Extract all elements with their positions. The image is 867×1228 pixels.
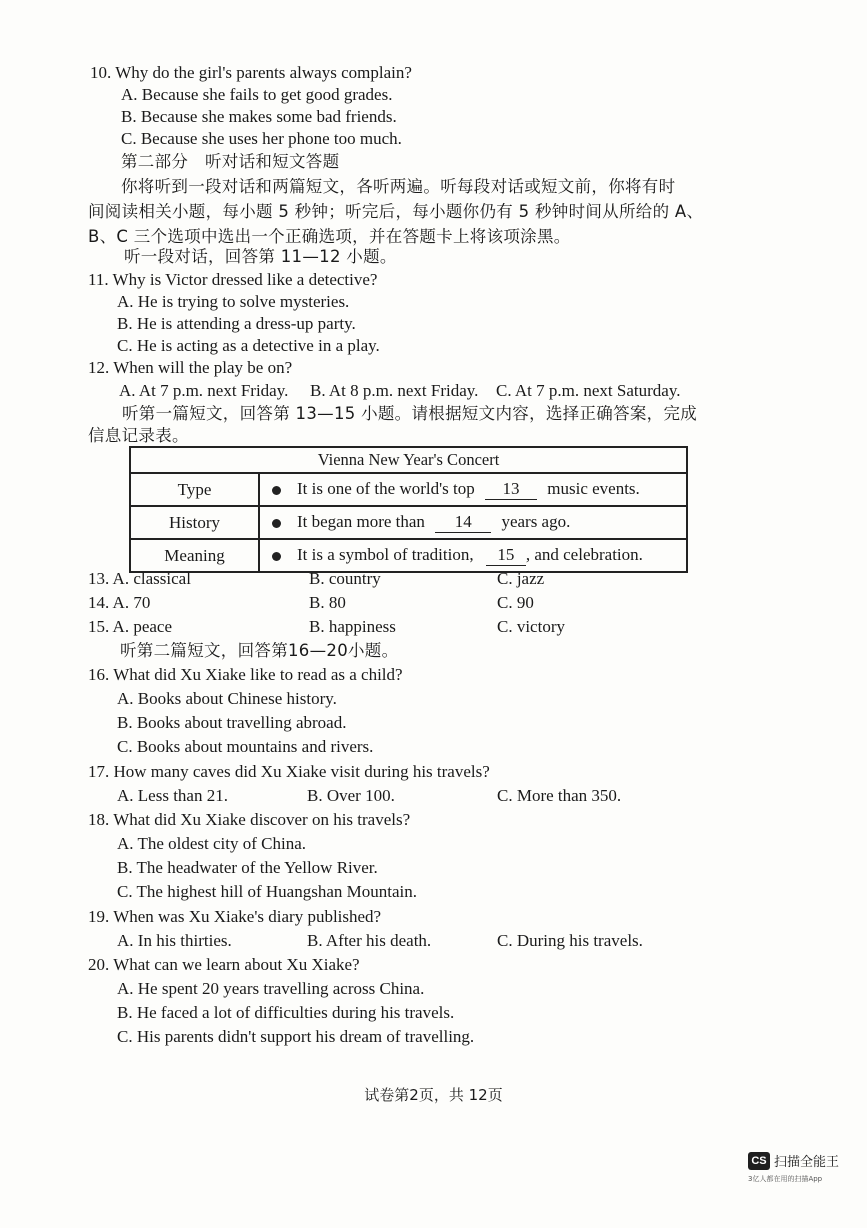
camscanner-logo-icon: CS [748,1152,770,1170]
q16-option-c: C. Books about mountains and rivers. [117,737,374,756]
q18-option-b: B. The headwater of the Yellow River. [117,858,378,877]
bullet-icon [272,552,281,561]
q19-option-c: C. During his travels. [497,931,643,950]
q13-option-c: C. jazz [497,569,545,588]
q16-stem: 16. What did Xu Xiake like to read as a child? [88,665,403,684]
answer-blank-13: 13 [485,479,537,500]
q11-stem: 11. Why is Victor dressed like a detective? [88,270,378,289]
q20-stem: 20. What can we learn about Xu Xiake? [88,955,360,974]
bullet-icon [272,486,281,495]
q10-option-a: A. Because she fails to get good grades. [121,85,393,104]
q16-option-b: B. Books about travelling abroad. [117,713,347,732]
bullet-icon [272,519,281,528]
q17-option-b: B. Over 100. [307,786,395,805]
table-row-meaning: Meaning It is a symbol of tradition, 15 , and celebration. [130,539,687,572]
row-label: History [130,506,259,539]
q17-option-c: C. More than 350. [497,786,622,805]
q14-option-a: 14. A. 70 [88,593,151,612]
part2-instruction-line2: 间阅读相关小题，每小题 5 秒钟；听完后，每小题你仍有 5 秒钟时间从所给的 A、 [88,202,704,221]
q12-option-c: C. At 7 p.m. next Saturday. [496,381,681,400]
q15-option-a: 15. A. peace [88,617,173,636]
table-row-history: History It began more than 14 years ago. [130,506,687,539]
row-label: Meaning [130,539,259,572]
q14-option-b: B. 80 [309,593,346,612]
passage2-intro: 听第二篇短文，回答第16—20小题。 [120,641,399,660]
passage1-intro-line2: 信息记录表。 [88,426,189,445]
answer-blank-15: 15 [486,545,526,566]
watermark-app-name: 扫描全能王 [774,1155,840,1170]
answer-blank-14: 14 [435,512,491,533]
q10-option-c: C. Because she uses her phone too much. [121,129,402,148]
q11-option-a: A. He is trying to solve mysteries. [117,292,350,311]
q15-option-b: B. happiness [309,617,396,636]
q13-option-a: 13. A. classical [88,569,191,588]
part2-instruction-line3: B、C 三个选项中选出一个正确选项，并在答题卡上将该项涂黑。 [88,227,571,246]
q19-option-b: B. After his death. [307,931,432,950]
concert-info-table [129,446,688,573]
q20-option-a: A. He spent 20 years travelling across China. [117,979,425,998]
passage1-intro-line1: 听第一篇短文，回答第 13—15 小题。请根据短文内容，选择正确答案，完成 [122,404,698,423]
q12-option-b: B. At 8 p.m. next Friday. [310,381,479,400]
scanner-watermark [748,1151,858,1184]
dialogue-intro: 听一段对话，回答第 11—12 小题。 [124,247,397,266]
part2-instruction-line1: 你将听到一段对话和两篇短文，各听两遍。听每段对话或短文前，你将有时 [121,177,676,196]
q19-option-a: A. In his thirties. [117,931,232,950]
watermark-tagline: 3亿人都在用的扫描App [748,1175,823,1183]
table-title: Vienna New Year's Concert [130,447,687,473]
q10-option-b: B. Because she makes some bad friends. [121,107,397,126]
q20-option-c: C. His parents didn't support his dream of travelling. [117,1027,475,1046]
q17-option-a: A. Less than 21. [117,786,228,805]
q16-option-a: A. Books about Chinese history. [117,689,337,708]
q18-option-c: C. The highest hill of Huangshan Mountain. [117,882,417,901]
row-label: Type [130,473,259,506]
table-row-type: Type It is one of the world's top 13 music events. [130,473,687,506]
part2-title: 第二部分 听对话和短文答题 [121,152,340,171]
q11-option-b: B. He is attending a dress-up party. [117,314,356,333]
q18-option-a: A. The oldest city of China. [117,834,307,853]
q10-stem: 10. Why do the girl's parents always complain? [90,63,412,82]
q12-option-a: A. At 7 p.m. next Friday. [119,381,289,400]
q13-option-b: B. country [309,569,381,588]
q20-option-b: B. He faced a lot of difficulties during his travels. [117,1003,455,1022]
q11-option-c: C. He is acting as a detective in a play. [117,336,380,355]
q18-stem: 18. What did Xu Xiake discover on his travels? [88,810,411,829]
q12-stem: 12. When will the play be on? [88,358,293,377]
q19-stem: 19. When was Xu Xiake's diary published? [88,907,382,926]
q15-option-c: C. victory [497,617,565,636]
q17-stem: 17. How many caves did Xu Xiake visit during his travels? [88,762,490,781]
page-number-footer: 试卷第2页，共 12页 [364,1086,503,1104]
q14-option-c: C. 90 [497,593,534,612]
